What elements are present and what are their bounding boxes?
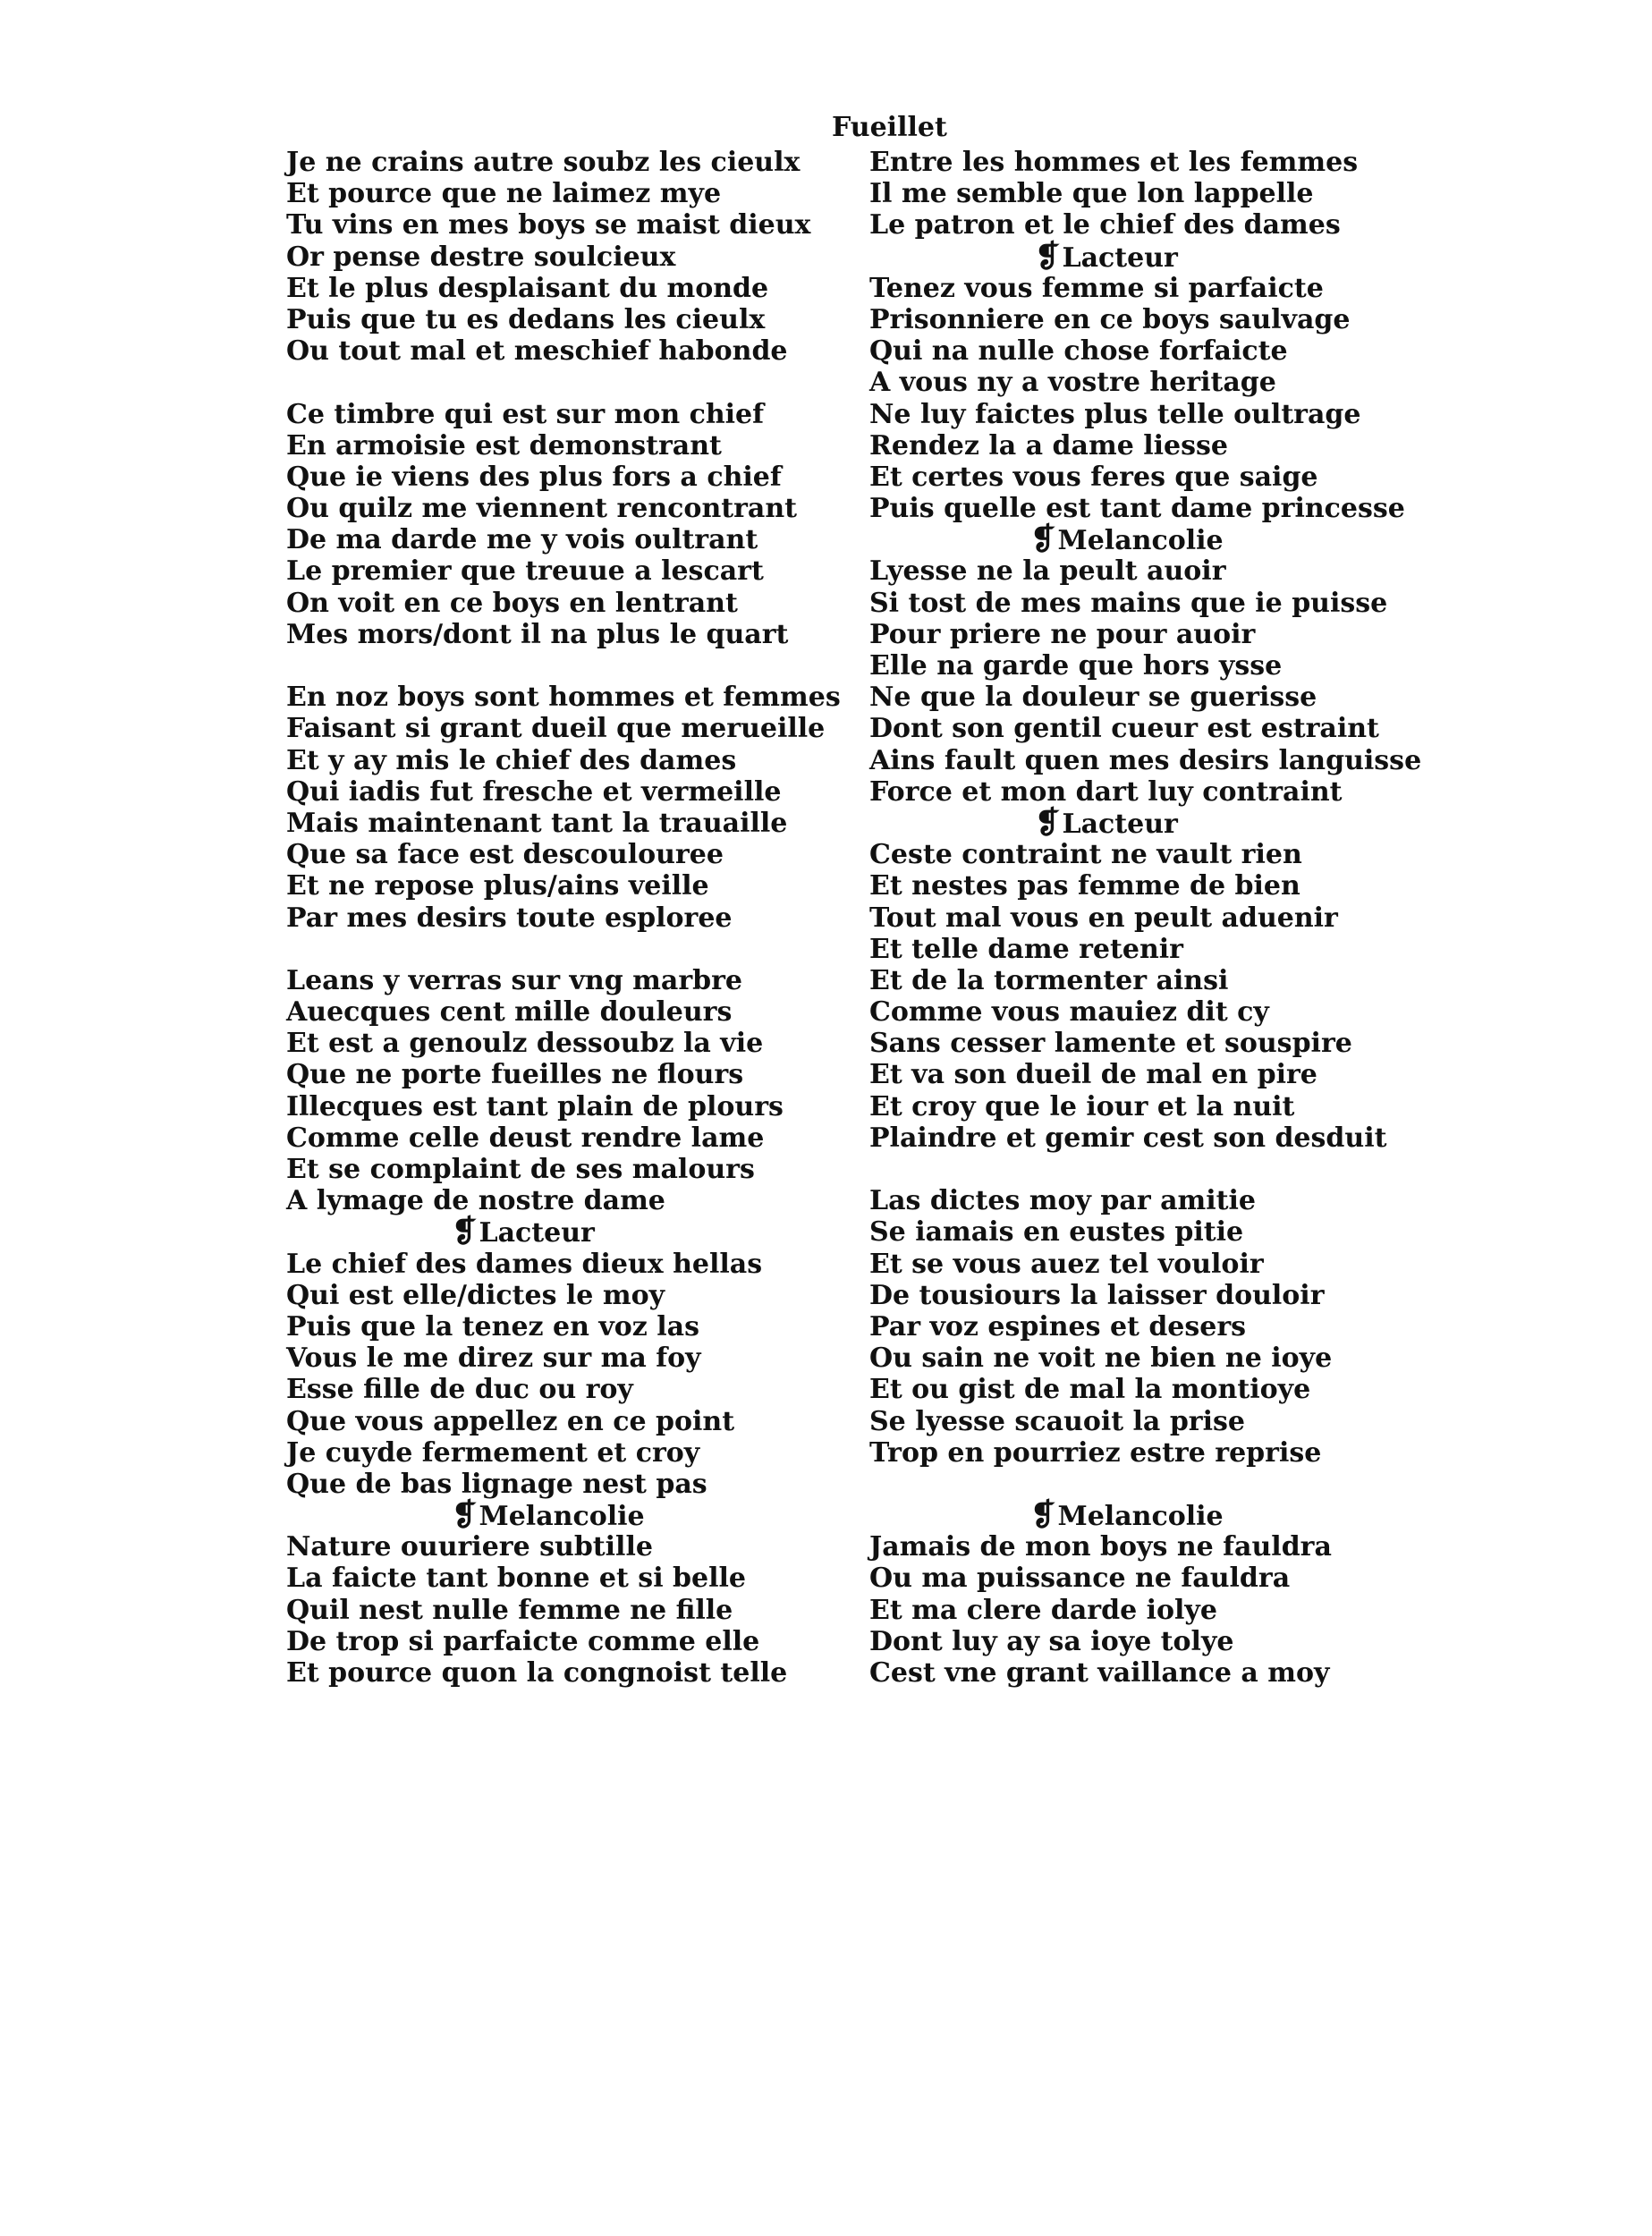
stanza bbox=[286, 1249, 787, 1501]
verse-line: Le premier que treuue a lescart bbox=[286, 555, 764, 588]
pilcrow-icon: ❡ bbox=[452, 1214, 478, 1250]
verse-line: Tout mal vous en peult aduenir bbox=[869, 902, 1338, 934]
verse-line: Et se complaint de ses malours bbox=[286, 1154, 755, 1185]
verse-line: Et croy que le iour et la nuit bbox=[869, 1090, 1295, 1122]
verse-line: A vous ny a vostre heritage bbox=[869, 367, 1276, 399]
stanza bbox=[286, 147, 811, 368]
verse-line: Cest vne grant vaillance a moy bbox=[869, 1657, 1330, 1689]
verse-line: De trop si parfaicte comme elle bbox=[286, 1625, 760, 1657]
verse-line: Or pense destre soulcieux bbox=[286, 241, 676, 273]
stanza-gap bbox=[286, 650, 787, 682]
verse-line: Ains fault quen mes desirs languisse bbox=[869, 744, 1422, 776]
verse-line: Et pource que ne laimez mye bbox=[286, 178, 722, 210]
verse-line: Par mes desirs toute esploree bbox=[286, 902, 733, 934]
pilcrow-icon: ❡ bbox=[1035, 238, 1061, 275]
verse-line: Puis quelle est tant dame princesse bbox=[869, 493, 1405, 525]
verse-line: Ne que la douleur se guerisse bbox=[869, 682, 1317, 714]
verse-line: Et pource quon la congnoist telle bbox=[286, 1657, 788, 1689]
verse-line: Illecques est tant plain de plours bbox=[286, 1090, 784, 1122]
speaker-name: Lacteur bbox=[1062, 241, 1178, 274]
verse-line: Qui na nulle chose forfaicte bbox=[869, 335, 1288, 368]
verse-line: Trop en pourriez estre reprise bbox=[869, 1436, 1322, 1469]
verse-line: Ou sain ne voit ne bien ne ioye bbox=[869, 1342, 1333, 1375]
verse-line: Et telle dame retenir bbox=[869, 933, 1183, 965]
verse-line: Entre les hommes et les femmes bbox=[869, 147, 1359, 178]
verse-line: Jamais de mon boys ne fauldra bbox=[869, 1531, 1332, 1563]
stanza-gap bbox=[286, 934, 787, 965]
verse-line: Mes mors/dont il na plus le quart bbox=[286, 618, 789, 650]
verse-line: Se lyesse scauoit la prise bbox=[869, 1405, 1245, 1437]
verse-line: Le chief des dames dieux hellas bbox=[286, 1248, 763, 1280]
right-column bbox=[869, 147, 1422, 1689]
verse-line: En armoisie est demonstrant bbox=[286, 429, 722, 462]
verse-line: Et ou gist de mal la montioye bbox=[869, 1374, 1311, 1406]
stanza bbox=[286, 398, 798, 651]
verse-line: Je cuyde fermement et croy bbox=[286, 1436, 700, 1469]
verse-line: Elle na garde que hors ysse bbox=[869, 650, 1283, 682]
speaker-heading bbox=[869, 1497, 1370, 1534]
verse-line: Tenez vous femme si parfaicte bbox=[869, 272, 1324, 304]
speaker-name: Melancolie bbox=[479, 1501, 645, 1533]
verse-line: Qui est elle/dictes le moy bbox=[286, 1279, 665, 1311]
verse-line: Il me semble que lon lappelle bbox=[869, 178, 1314, 210]
verse-line: Qui iadis fut fresche et vermeille bbox=[286, 775, 782, 808]
verse-line: De tousiours la laisser douloir bbox=[869, 1279, 1325, 1311]
verse-line: En noz boys sont hommes et femmes bbox=[286, 682, 841, 714]
verse-line: Et se vous auez tel vouloir bbox=[869, 1248, 1264, 1280]
stanza bbox=[869, 147, 1370, 241]
verse-line: Rendez la a dame liesse bbox=[869, 429, 1228, 462]
verse-line: Dont luy ay sa ioye tolye bbox=[869, 1625, 1234, 1657]
verse-line: Je ne crains autre soubz les cieulx bbox=[286, 147, 801, 178]
speaker-heading bbox=[869, 521, 1370, 558]
verse-line: Pour priere ne pour auoir bbox=[869, 618, 1256, 650]
verse-line: Ne luy faictes plus telle oultrage bbox=[869, 398, 1361, 430]
verse-line: Ou tout mal et meschief habonde bbox=[286, 335, 788, 368]
stanza bbox=[869, 1531, 1370, 1689]
pilcrow-icon: ❡ bbox=[1030, 521, 1056, 558]
stanza-gap bbox=[869, 1469, 1370, 1500]
verse-line: A lymage de nostre dame bbox=[286, 1185, 665, 1217]
verse-line: Et est a genoulz dessoubz la vie bbox=[286, 1028, 764, 1060]
stanza bbox=[869, 1185, 1370, 1469]
verse-line: Nature ouuriere subtille bbox=[286, 1531, 653, 1563]
verse-line: Le patron et le chief des dames bbox=[869, 209, 1341, 241]
verse-line: Et y ay mis le chief des dames bbox=[286, 744, 737, 776]
verse-line: Leans y verras sur vng marbre bbox=[286, 964, 743, 996]
verse-line: Et ne repose plus/ains veille bbox=[286, 870, 709, 902]
verse-line: La faicte tant bonne et si belle bbox=[286, 1563, 746, 1595]
verse-line: Si tost de mes mains que ie puisse bbox=[869, 587, 1388, 619]
verse-line: Que ne porte fueilles ne flours bbox=[286, 1059, 744, 1091]
speaker-name: Melancolie bbox=[1057, 1501, 1224, 1533]
verse-line: Puis que tu es dedans les cieulx bbox=[286, 303, 766, 335]
stanza-gap bbox=[286, 367, 787, 398]
left-column bbox=[286, 147, 841, 1689]
verse-line: Que vous appellez en ce point bbox=[286, 1405, 735, 1437]
verse-line: Ou ma puissance ne fauldra bbox=[869, 1563, 1291, 1595]
stanza-gap bbox=[869, 1154, 1370, 1185]
verse-line: Vous le me direz sur ma foy bbox=[286, 1342, 701, 1375]
pilcrow-icon: ❡ bbox=[452, 1497, 478, 1534]
verse-line: Quil nest nulle femme ne fille bbox=[286, 1594, 733, 1626]
verse-line: Ceste contraint ne vault rien bbox=[869, 839, 1302, 871]
verse-line: On voit en ce boys en lentrant bbox=[286, 587, 738, 619]
verse-line: Et nestes pas femme de bien bbox=[869, 870, 1300, 902]
stanza bbox=[286, 1531, 787, 1689]
verse-line: Lyesse ne la peult auoir bbox=[869, 555, 1226, 588]
verse-line: Mais maintenant tant la trauaille bbox=[286, 807, 788, 839]
verse-line: De ma darde me y vois oultrant bbox=[286, 524, 758, 556]
verse-line: Ce timbre qui est sur mon chief bbox=[286, 398, 765, 430]
verse-line: Force et mon dart luy contraint bbox=[869, 775, 1343, 808]
speaker-name: Melancolie bbox=[1057, 525, 1224, 557]
speaker-heading bbox=[286, 1497, 787, 1534]
verse-line: Se iamais en eustes pitie bbox=[869, 1216, 1244, 1249]
stanza bbox=[869, 555, 1422, 808]
verse-line: Esse fille de duc ou roy bbox=[286, 1374, 633, 1406]
verse-line: Que de bas lignage nest pas bbox=[286, 1468, 707, 1500]
verse-line: Ou quilz me viennent rencontrant bbox=[286, 493, 798, 525]
verse-line: Et ma clere darde iolye bbox=[869, 1594, 1217, 1626]
verse-line: Plaindre et gemir cest son desduit bbox=[869, 1122, 1387, 1154]
speaker-heading bbox=[286, 1216, 787, 1248]
speaker-name: Lacteur bbox=[1062, 808, 1178, 840]
verse-line: Puis que la tenez en voz las bbox=[286, 1310, 700, 1342]
stanza bbox=[869, 839, 1387, 1154]
speaker-name: Lacteur bbox=[479, 1217, 595, 1249]
verse-line: Sans cesser lamente et souspire bbox=[869, 1028, 1352, 1060]
pilcrow-icon: ❡ bbox=[1030, 1497, 1056, 1534]
pilcrow-icon: ❡ bbox=[1035, 804, 1061, 841]
verse-line: Dont son gentil cueur est estraint bbox=[869, 713, 1379, 745]
verse-line: Et le plus desplaisant du monde bbox=[286, 272, 769, 304]
verse-line: Prisonniere en ce boys saulvage bbox=[869, 303, 1351, 335]
stanza bbox=[286, 965, 787, 1217]
verse-line: Faisant si grant dueil que merueille bbox=[286, 713, 826, 745]
verse-line: Las dictes moy par amitie bbox=[869, 1185, 1256, 1217]
verse-line: Et va son dueil de mal en pire bbox=[869, 1059, 1317, 1091]
verse-line: Et de la tormenter ainsi bbox=[869, 964, 1229, 996]
speaker-heading bbox=[869, 238, 1370, 275]
verse-line: Tu vins en mes boys se maist dieux bbox=[286, 209, 811, 241]
speaker-heading bbox=[869, 804, 1370, 841]
verse-line: Auecques cent mille douleurs bbox=[286, 996, 733, 1029]
verse-line: Et certes vous feres que saige bbox=[869, 461, 1318, 493]
verse-line: Comme celle deust rendre lame bbox=[286, 1122, 765, 1154]
verse-line: Comme vous mauiez dit cy bbox=[869, 996, 1269, 1029]
stanza bbox=[286, 682, 841, 934]
running-title: Fueillet bbox=[832, 112, 947, 143]
stanza bbox=[869, 272, 1405, 525]
verse-line: Par voz espines et desers bbox=[869, 1310, 1247, 1342]
verse-line: Que sa face est descoulouree bbox=[286, 839, 724, 871]
verse-line: Que ie viens des plus fors a chief bbox=[286, 461, 782, 493]
